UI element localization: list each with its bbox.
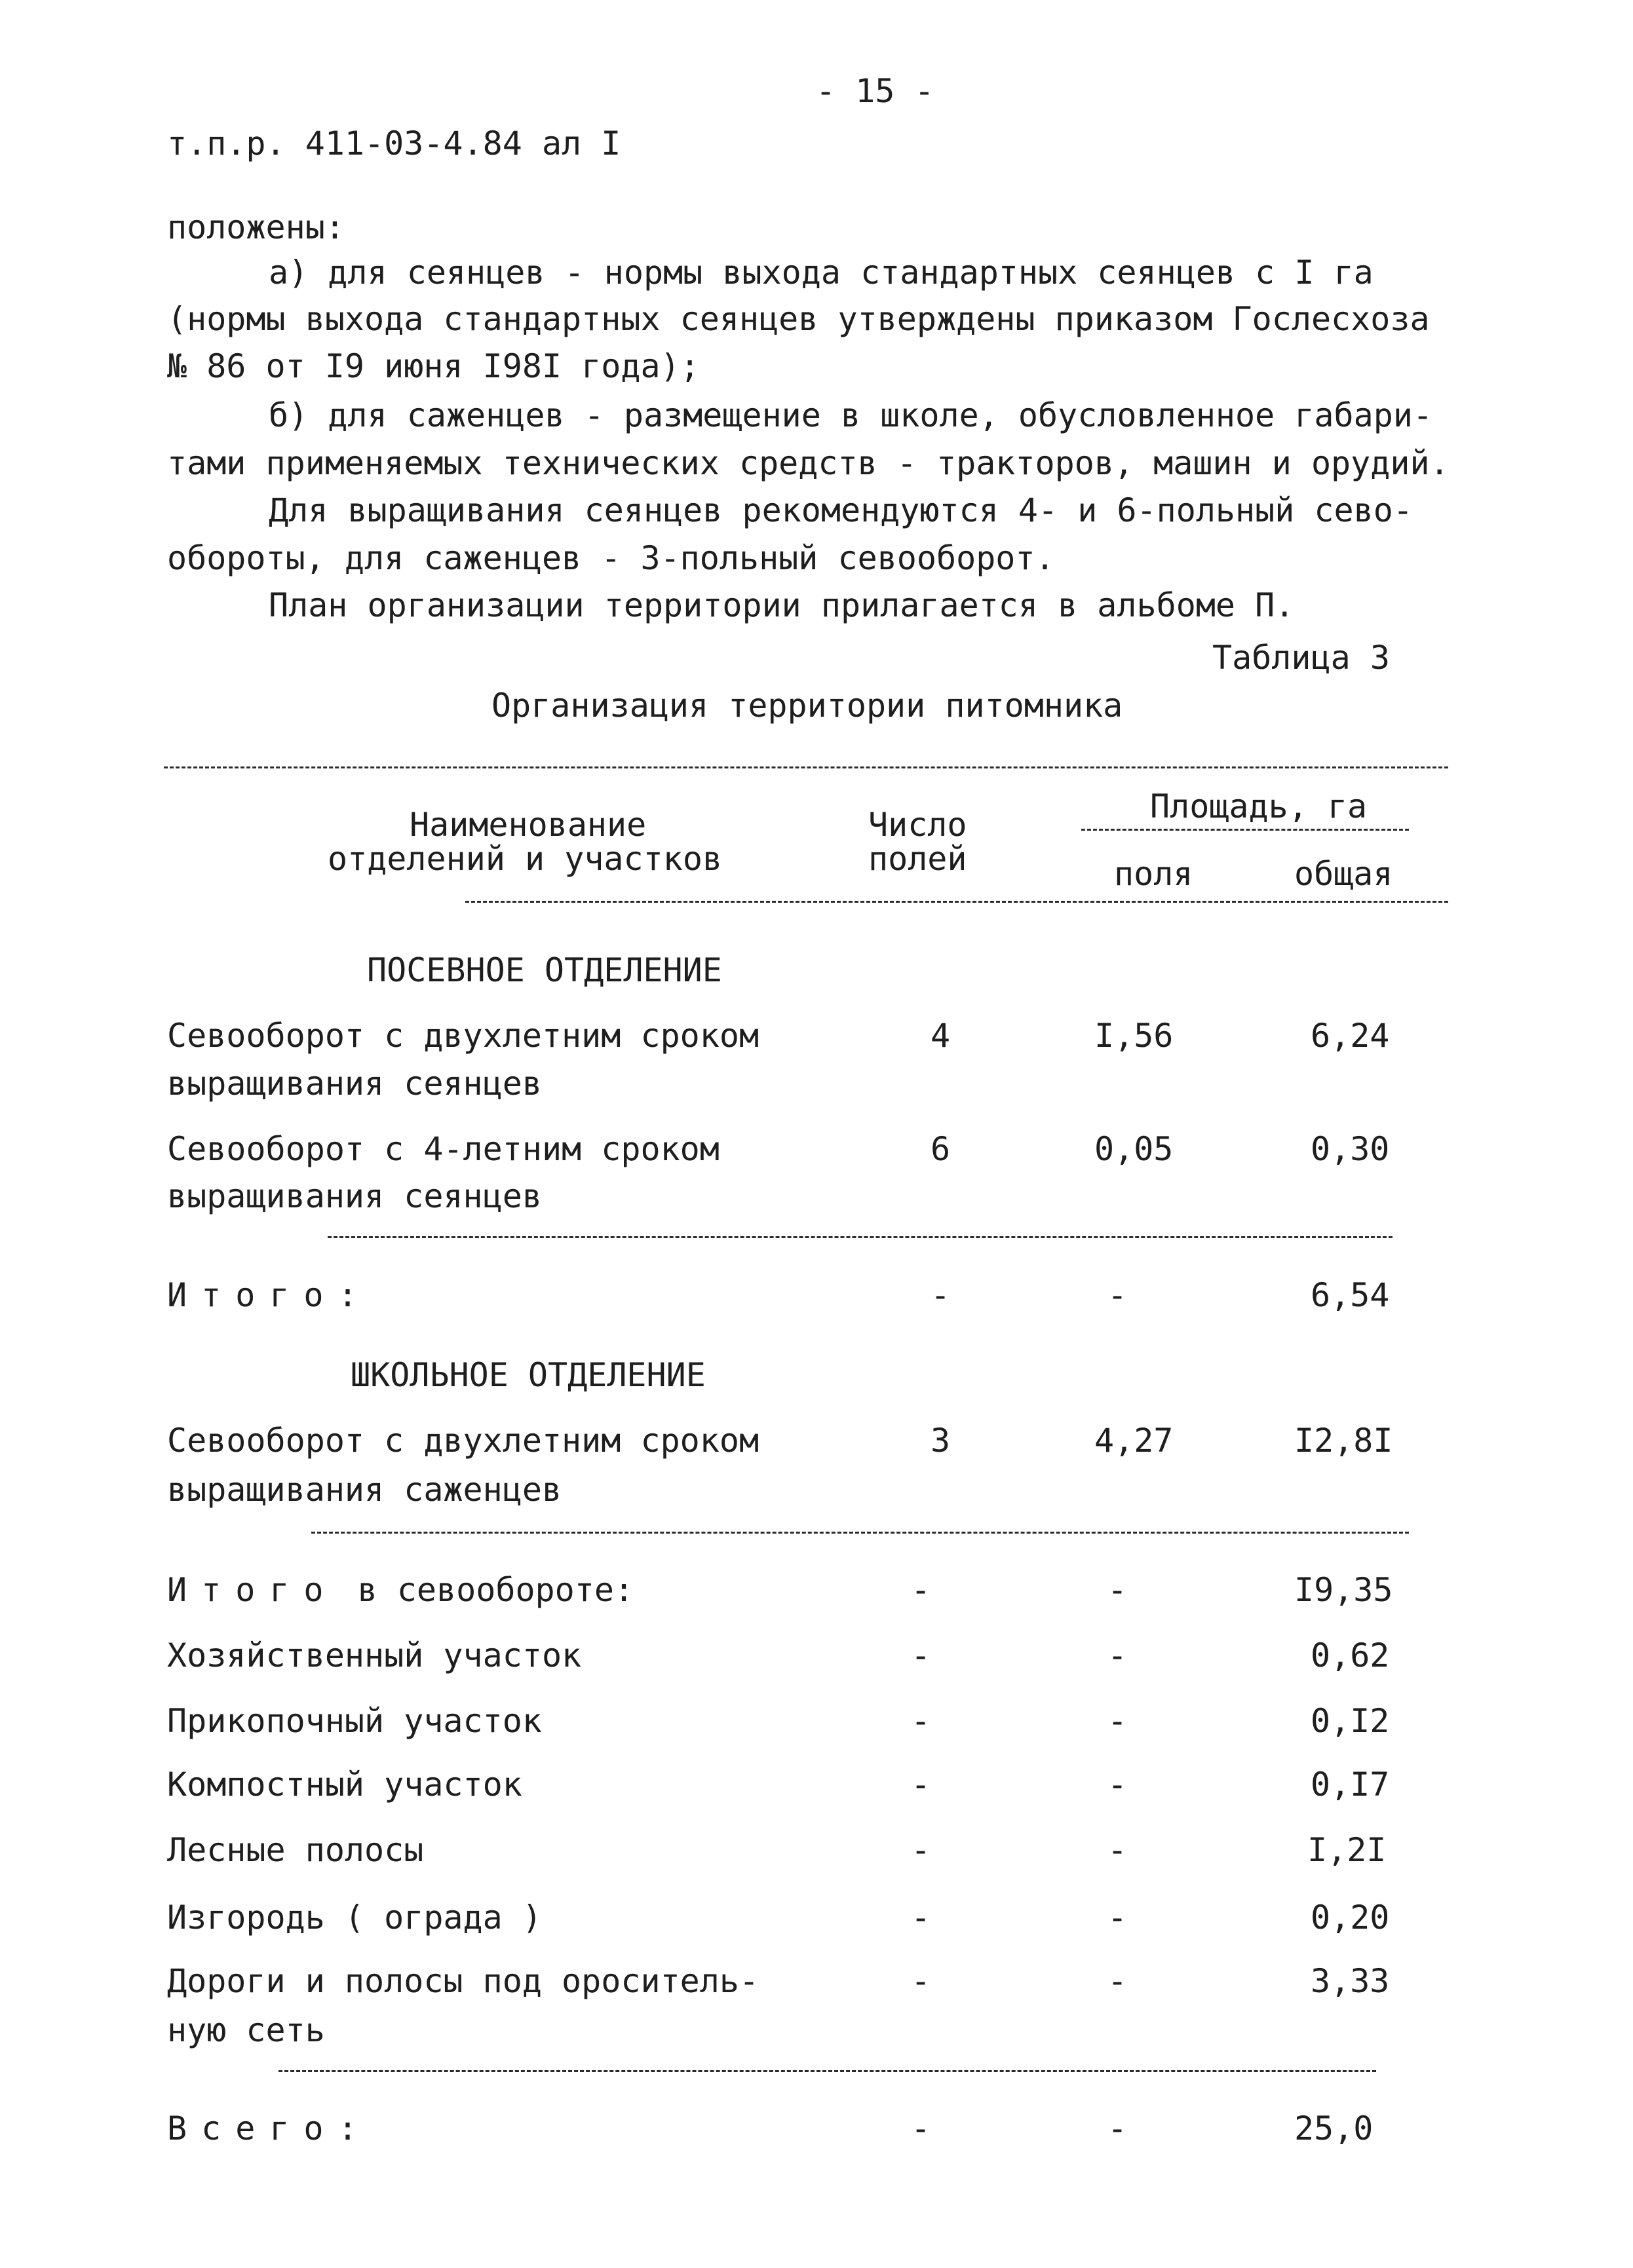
header-area-total: общая [1294, 855, 1393, 893]
row-total: 0,30 [1311, 1130, 1390, 1168]
header-fields-line2: полей [868, 840, 967, 878]
paragraph-plan: План организации территории прилагается в альбоме П. [269, 586, 1295, 624]
row-fields: - [911, 1636, 931, 1674]
row-fields: - [911, 2109, 931, 2147]
section-school-heading: ШКОЛЬНОЕ ОТДЕЛЕНИЕ [351, 1356, 706, 1394]
row-name-line2: выращивания сеянцев [167, 1177, 542, 1215]
header-name-line2: отделений и участков [328, 840, 723, 878]
paragraph-b-line1: б) для саженцев - размещение в школе, обусловленное габари- [269, 396, 1433, 434]
row-total: 25,0 [1294, 2109, 1374, 2147]
row-fields: 6 [931, 1130, 951, 1168]
row-field-area: - [1107, 2109, 1128, 2147]
row-name-line1: Севооборот с двухлетним сроком [167, 1017, 759, 1055]
row-field-area: - [1107, 1571, 1128, 1609]
row-name-line2: выращивания сеянцев [167, 1065, 542, 1103]
row-total: 0,62 [1311, 1636, 1390, 1674]
subtotal-rule [328, 1236, 1393, 1238]
row-field-area: 4,27 [1094, 1422, 1174, 1460]
paragraph-rotation-line1: Для выращивания сеянцев рекомендуются 4- и 6-польный сево- [269, 491, 1413, 529]
row-field-area: - [1107, 1702, 1128, 1740]
row-fields: - [911, 1702, 931, 1740]
row-fields: - [911, 1766, 931, 1804]
grand-total-label: Всего: [167, 2109, 372, 2147]
table-label: Таблица 3 [1212, 639, 1390, 677]
header-name-line1: Наименование [410, 806, 647, 844]
row-field-area: - [1107, 1766, 1128, 1804]
header-area-field: поля [1114, 855, 1193, 893]
header-area: Площадь, га [1150, 787, 1368, 825]
row-field-area: I,56 [1094, 1017, 1174, 1055]
row-name-line1: Севооборот с 4-летним сроком [167, 1130, 720, 1168]
table-top-rule [164, 766, 1448, 768]
row-total: 6,24 [1311, 1017, 1390, 1055]
row-fields: - [911, 1831, 931, 1869]
paragraph-a-line3: № 86 от I9 июня I98I года); [167, 347, 700, 385]
row-total: 0,20 [1311, 1899, 1390, 1937]
paragraph-intro: положены: [167, 208, 345, 246]
row-field-area: 0,05 [1094, 1130, 1174, 1168]
row-name: Лесные полосы [167, 1831, 424, 1869]
row-name: Компостный участок [167, 1766, 522, 1804]
row-total: I2,8I [1294, 1422, 1393, 1460]
subtotal-label-main: Итого [167, 1571, 338, 1609]
document-reference: т.п.р. 411-03-4.84 ал I [167, 124, 621, 162]
paragraph-a-line1: а) для сеянцев - нормы выхода стандартных сеянцев с I га [269, 254, 1374, 292]
row-name-line2: выращивания саженцев [167, 1471, 562, 1509]
row-field-area: - [1107, 1962, 1128, 2000]
row-fields: - [931, 1276, 951, 1314]
paragraph-b-line2: тами применяемых технических средств - тракторов, машин и орудий. [167, 444, 1450, 482]
row-field-area: - [1107, 1276, 1128, 1314]
row-name: Хозяйственный участок [167, 1636, 582, 1674]
section-sowing-heading: ПОСЕВНОЕ ОТДЕЛЕНИЕ [367, 951, 722, 989]
row-field-area: - [1107, 1899, 1128, 1937]
row-fields: - [911, 1899, 931, 1937]
grand-total-rule [279, 2070, 1376, 2072]
row-fields: 3 [931, 1422, 951, 1460]
row-total: 0,I7 [1311, 1766, 1390, 1804]
row-name: Прикопочный участок [167, 1702, 542, 1740]
subtotal-rule [311, 1532, 1409, 1534]
paragraph-a-line2: (нормы выхода стандартных сеянцев утверждены приказом Гослесхоза [167, 300, 1430, 338]
row-name-line1: Дороги и полосы под ороситель- [167, 1962, 759, 2000]
subtotal-label-suffix: в севообороте: [357, 1571, 634, 1609]
header-fields-line1: Число [868, 806, 967, 844]
table-title: Организация территории питомника [491, 687, 1123, 725]
row-fields: 4 [931, 1017, 951, 1055]
row-fields: - [911, 1571, 931, 1609]
row-field-area: - [1107, 1831, 1128, 1869]
header-bottom-rule [465, 901, 1448, 903]
paragraph-rotation-line2: обороты, для саженцев - 3-польный севооборот. [167, 539, 1055, 577]
row-name-line1: Севооборот с двухлетним сроком [167, 1422, 759, 1460]
row-total: I,2I [1307, 1831, 1387, 1869]
subtotal-label [167, 1571, 634, 1609]
row-fields: - [911, 1962, 931, 2000]
row-name-line2: ную сеть [167, 2011, 325, 2049]
row-total: I9,35 [1294, 1571, 1393, 1609]
row-field-area: - [1107, 1636, 1128, 1674]
row-name: Изгородь ( ограда ) [167, 1899, 542, 1937]
row-total: 6,54 [1311, 1276, 1390, 1314]
subtotal-label: Итого: [167, 1276, 372, 1314]
header-area-rule [1081, 829, 1409, 831]
row-total: 0,I2 [1311, 1702, 1390, 1740]
row-total: 3,33 [1311, 1962, 1390, 2000]
page-number: - 15 - [816, 72, 934, 110]
